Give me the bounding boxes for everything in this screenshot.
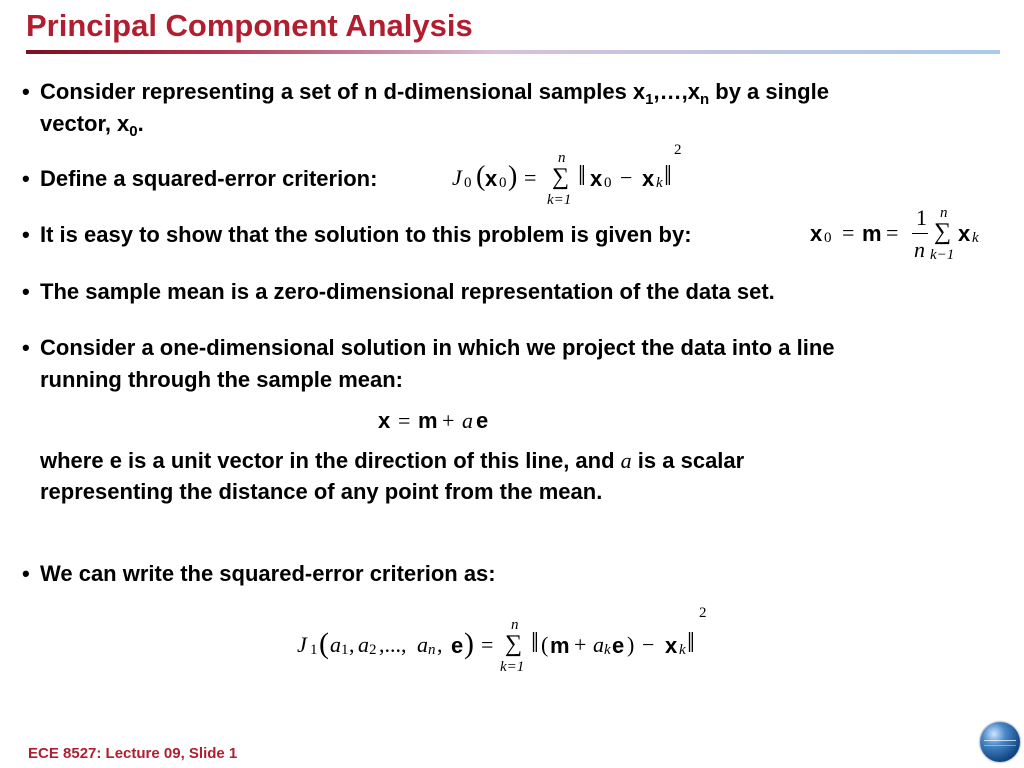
explanation-line1: where e is a unit vector in the direction of this line, and a is a scalar [40,448,745,473]
bullet-text: We can write the squared-error criterion as: [40,561,496,586]
slide-footer: ECE 8527: Lecture 09, Slide 1 [28,745,238,762]
bullet-text: The sample mean is a zero-dimensional representation of the data set. [40,279,775,304]
fraction-bar [912,233,928,234]
globe-icon [980,722,1020,762]
bullet-dot: • [22,79,30,104]
bullet-dot: • [22,561,30,586]
bullet-one-dim-line2: running through the sample mean: [40,367,404,392]
bullet-text: Consider representing a set of n d-dimensional samples $x_1,\dots,x_n$ by a single [40,79,829,108]
bullet-samples-line2: vector, $x_0$. [40,111,144,140]
bullet-text: Define a squared-error criterion: [40,166,378,191]
equation-squared-error: J 0 ( x 0 ) = n ∑ k=1 ‖ x 0 − x k ‖ 2 [452,142,682,208]
equation-sample-mean: x 0 = m = 1 n n ∑ k−1 x k [810,205,979,263]
bullet-dot: • [22,166,30,191]
bullet-dot: • [22,222,30,247]
slide-title: Principal Component Analysis [26,8,473,43]
bullet-dot: • [22,279,30,304]
explanation-line2: representing the distance of any point from the mean. [40,479,603,504]
equation-line: x = m + a e [378,408,489,433]
bullet-text: It is easy to show that the solution to this problem is given by: [40,222,692,247]
title-divider [26,50,1000,54]
bullet-dot: • [22,335,30,360]
bullet-text: Consider a one-dimensional solution in which we project the data into a line [40,335,835,360]
equation-criterion-1d: J 1 ( a 1 , a 2 ,..., a n , e ) = n ∑ k=1 ‖ ( m + a k e ) − x k ‖ 2 [297,605,707,675]
